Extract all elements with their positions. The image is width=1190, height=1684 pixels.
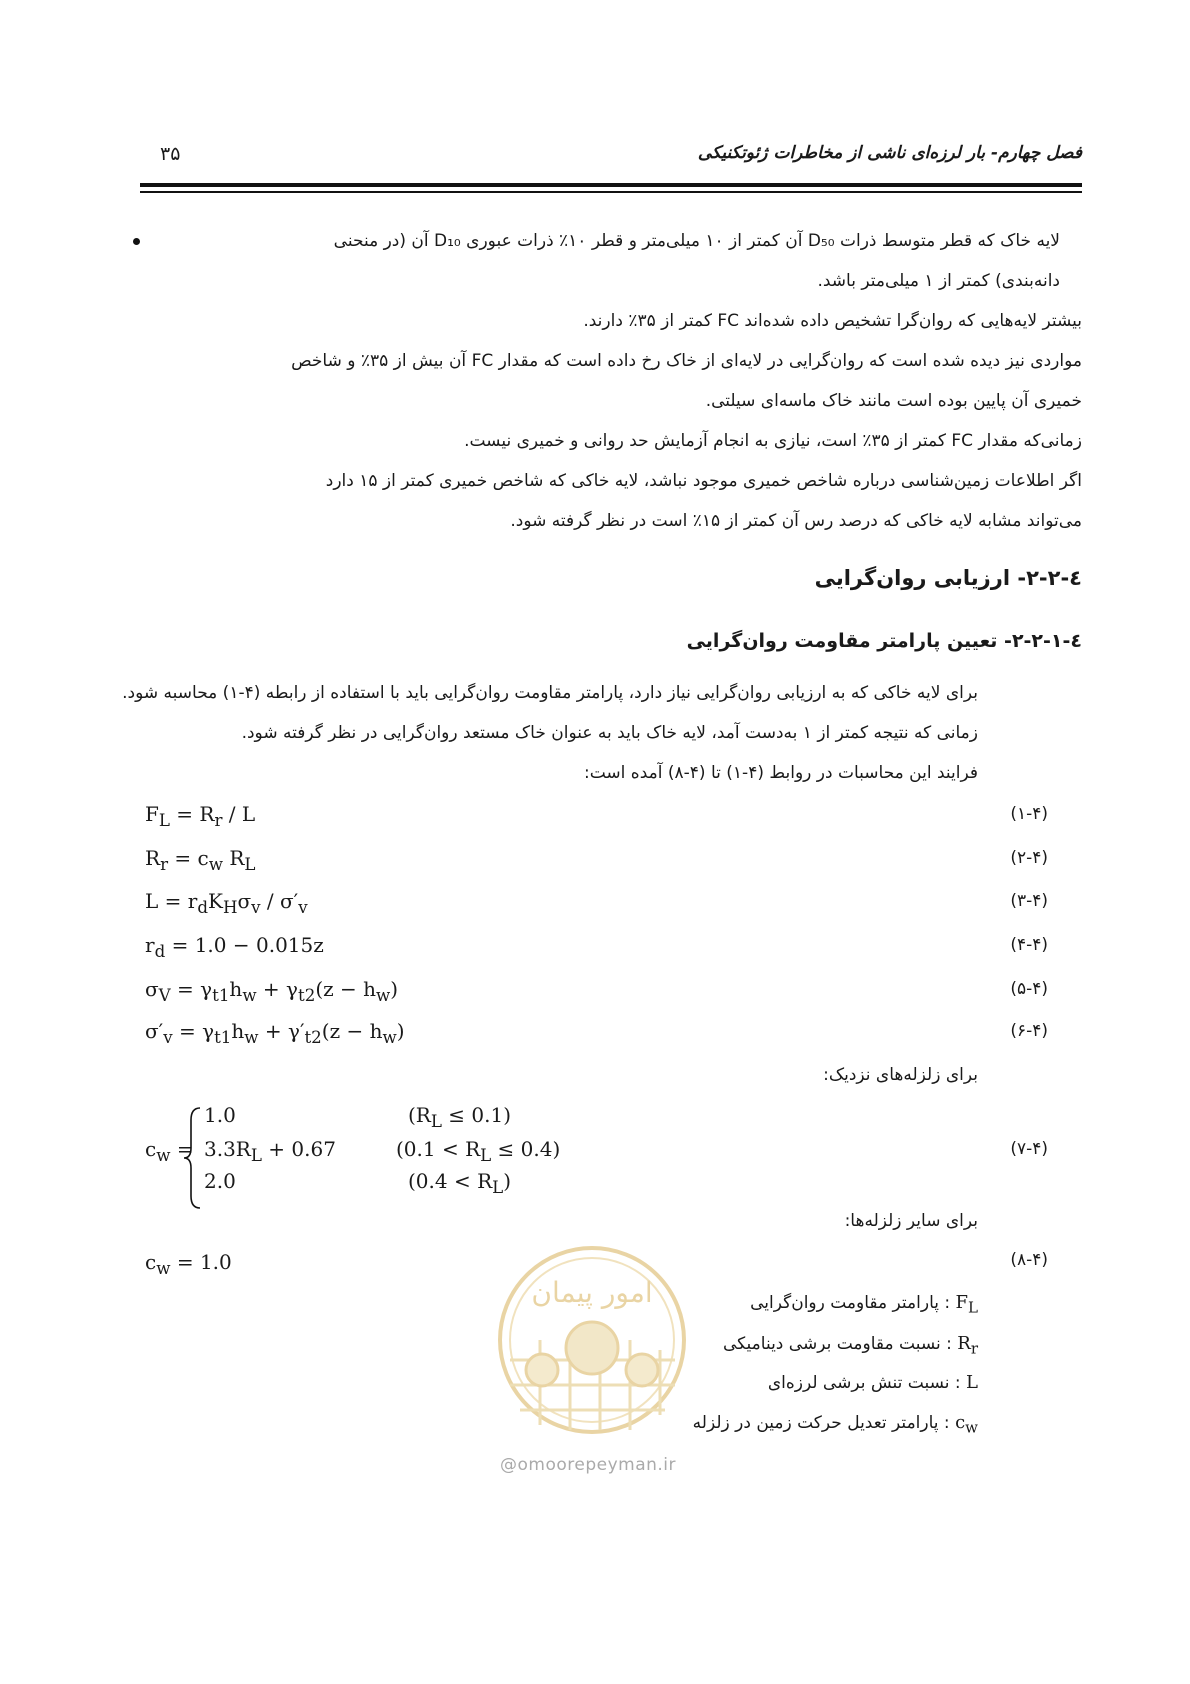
subsection-heading: ٤-۲-۲-۱- تعیین پارامتر مقاومت روان‌گرایی xyxy=(686,630,1082,652)
bullet-dot xyxy=(133,238,140,245)
case-3-condition: $(0.4 < R_L)$ xyxy=(408,1169,512,1197)
definition-text: : نسبت مقاومت برشی دینامیکی xyxy=(722,1334,952,1354)
bullet-line-1: لایه خاک که قطر متوسط ذرات D₅₀ آن کمتر از ۱۰ میلی‌متر و قطر ۱۰٪ ذرات عبوری D₁₀ آن (در منحنی xyxy=(333,231,1060,251)
definition-symbol: $F_L$ xyxy=(955,1292,978,1317)
header-rule-thin xyxy=(140,191,1082,193)
equation-number-4: (۴-۴) xyxy=(1010,935,1048,955)
piecewise-brace xyxy=(182,1106,204,1210)
equation-number-3: (۳-۴) xyxy=(1010,891,1048,911)
watermark-brand: امور پیمان xyxy=(531,1276,653,1309)
definition-text: : پارامتر تعدیل حرکت زمین در زلزله xyxy=(692,1413,950,1433)
equation-number-1: (۱-۴) xyxy=(1010,804,1048,824)
paragraph-2-line-2: خمیری آن پایین بوده است مانند خاک ماسه‌ای سیلتی. xyxy=(705,391,1082,411)
paragraph-4-line-2: می‌تواند مشابه لایه خاکی که درصد رس آن کمتر از ۱۵٪ است در نظر گرفته شود. xyxy=(510,511,1082,531)
paragraph-4-line-1: اگر اطلاعات زمین‌شناسی درباره شاخص خمیری موجود نباشد، لایه خاکی که شاخص خمیری کمتر از ۱۵ دارد xyxy=(325,471,1082,491)
case-1-value: 1.0 xyxy=(204,1103,236,1127)
definition-symbol: $R_r$ xyxy=(957,1333,978,1358)
paragraph-3: زمانی‌که مقدار FC کمتر از ۳۵٪ است، نیازی به انجام آزمایش حد روانی و خمیری نیست. xyxy=(464,431,1082,451)
page-number: ۳۵ xyxy=(160,143,181,165)
header-rule-thick xyxy=(140,183,1082,187)
equation-2: $R_r = c_w$ $R_L$ xyxy=(145,846,256,874)
equation-6: $\sigma'_v = \gamma_{t1}h_w + \gamma'_{t2}(z - h_w)$ xyxy=(145,1019,405,1047)
equation-8: $c_w = 1.0$ xyxy=(145,1250,232,1278)
equation-number-2: (۲-۴) xyxy=(1010,848,1048,868)
definition-l xyxy=(768,1372,978,1393)
near-field-label: برای زلزله‌های نزدیک: xyxy=(823,1065,978,1085)
bullet-line-2: دانه‌بندی) کمتر از ۱ میلی‌متر باشد. xyxy=(817,271,1060,291)
equation-5: $\sigma_V = \gamma_{t1}h_w + \gamma_{t2}(z - h_w)$ xyxy=(145,977,399,1005)
equation-number-8: (۸-۴) xyxy=(1010,1250,1048,1270)
case-3-value: 2.0 xyxy=(204,1169,236,1193)
equation-3: $L = r_dK_H\sigma_v / \sigma'_v$ xyxy=(145,889,308,917)
paragraph-2-line-1: مواردی نیز دیده شده است که روان‌گرایی در لایه‌ای از خاک رخ داده است که مقدار FC آن بیش از ۳۵٪ و شاخص xyxy=(291,351,1082,371)
definition-rr xyxy=(723,1333,978,1358)
chapter-title: فصل چهارم- بار لرزه‌ای ناشی از مخاطرات ژئوتکنیکی xyxy=(697,143,1082,163)
section-paragraph-1: برای لایه خاکی که به ارزیابی روان‌گرایی نیاز دارد، پارامتر مقاومت روان‌گرایی باید با استفاده از رابطه (۴-۱) محاسبه شود. xyxy=(122,683,978,703)
section-paragraph-2: زمانی که نتیجه کمتر از ۱ به‌دست آمد، لایه خاک باید به عنوان خاک مستعد روان‌گرایی در نظر گرفته شود. xyxy=(241,723,978,743)
case-1-condition: $(R_L \le 0.1)$ xyxy=(408,1103,512,1131)
watermark-logo xyxy=(480,1240,705,1440)
definition-cw xyxy=(693,1412,978,1437)
case-2-value: $3.3R_L + 0.67$ xyxy=(204,1137,336,1165)
equation-4: $r_d = 1.0 - 0.015z$ xyxy=(145,933,324,961)
equation-number-6: (۶-۴) xyxy=(1010,1021,1048,1041)
section-paragraph-3: فرایند این محاسبات در روابط (۴-۱) تا (۴-۸) آمده است: xyxy=(584,763,978,783)
equation-number-7: (۷-۴) xyxy=(1010,1139,1048,1159)
equation-number-5: (۵-۴) xyxy=(1010,979,1048,999)
other-earthquakes-label: برای سایر زلزله‌ها: xyxy=(844,1211,978,1231)
definition-symbol: L xyxy=(966,1372,978,1393)
watermark-url: @omoorepeyman.ir xyxy=(500,1455,677,1475)
cw-lhs: $c_w$ = xyxy=(145,1137,194,1165)
paragraph-1: بیشتر لایه‌هایی که روان‌گرا تشخیص داده شده‌اند FC کمتر از ۳۵٪ دارند. xyxy=(583,311,1082,331)
definition-fl xyxy=(750,1292,978,1317)
definition-text: : پارامتر مقاومت روان‌گرایی xyxy=(750,1293,951,1313)
definition-symbol: $c_w$ xyxy=(955,1412,978,1437)
equation-1: $F_L = R_r / L$ xyxy=(145,802,256,830)
case-2-condition: $(0.1 < R_L \le 0.4)$ xyxy=(396,1137,561,1165)
section-heading: ٤-۲-۲- ارزیابی روان‌گرایی xyxy=(814,566,1082,590)
definition-text: : نسبت تنش برشی لرزه‌ای xyxy=(767,1373,961,1393)
